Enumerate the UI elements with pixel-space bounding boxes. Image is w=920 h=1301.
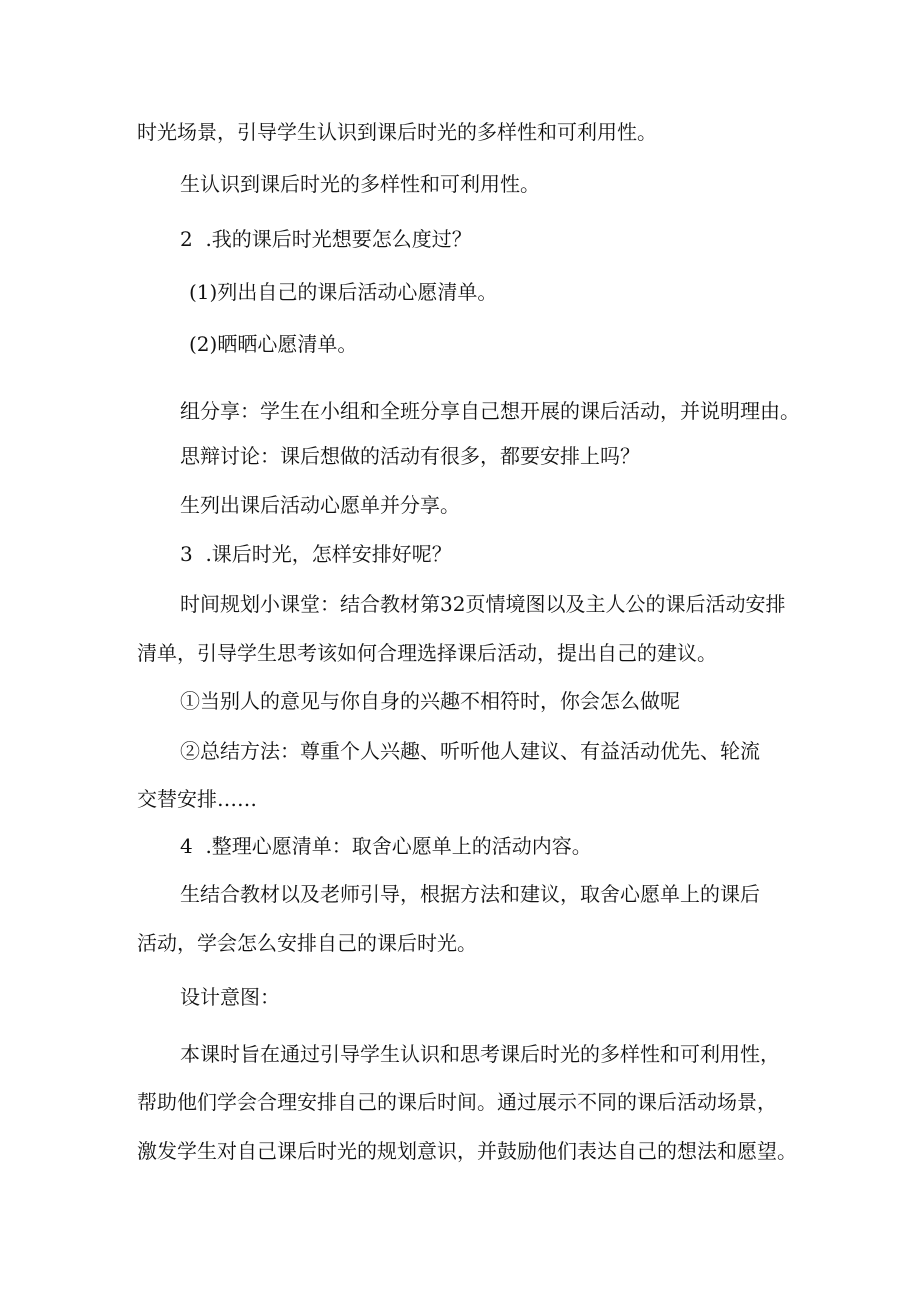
section-heading: 2 .我的课后时光想要怎么度过？ — [180, 227, 472, 251]
paragraph-line: 生结合教材以及老师引导，根据方法和建议，取舍心愿单上的课后 — [180, 882, 760, 906]
paragraph-line: 活动，学会怎么安排自己的课后时光。 — [137, 931, 477, 955]
paragraph-line: 清单，引导学生思考该如何合理选择课后活动，提出自己的建议。 — [137, 641, 717, 665]
section-heading: 3 .课后时光，怎样安排好呢？ — [180, 542, 452, 566]
paragraph-line: 本课时旨在通过引导学生认识和思考课后时光的多样性和可利用性， — [180, 1042, 780, 1066]
list-item: (1)列出自己的课后活动心愿清单。 — [189, 280, 498, 304]
section-heading: 设计意图： — [180, 985, 280, 1009]
paragraph-line: 时间规划小课堂：结合教材第32页情境图以及主人公的课后活动安排 — [180, 592, 786, 616]
paragraph-line: 生列出课后活动心愿单并分享。 — [180, 493, 460, 517]
paragraph-line: 交替安排…… — [137, 787, 257, 811]
list-item: ①当别人的意见与你自身的兴趣不相符时，你会怎么做呢 — [180, 689, 680, 713]
paragraph-line: 组分享：学生在小组和全班分享自己想开展的课后活动，并说明理由。 — [180, 399, 800, 423]
section-heading: 4 .整理心愿清单：取舍心愿单上的活动内容。 — [180, 834, 592, 858]
paragraph-line: 帮助他们学会合理安排自己的课后时间。通过展示不同的课后活动场景， — [137, 1090, 777, 1114]
list-item: ②总结方法：尊重个人兴趣、听听他人建议、有益活动优先、轮流 — [180, 739, 760, 763]
paragraph-line: 时光场景，引导学生认识到课后时光的多样性和可利用性。 — [137, 120, 657, 144]
paragraph-line: 思辩讨论：课后想做的活动有很多，都要安排上吗？ — [180, 444, 640, 468]
paragraph-line: 激发学生对自己课后时光的规划意识，并鼓励他们表达自己的想法和愿望。 — [137, 1139, 797, 1163]
paragraph-line: 生认识到课后时光的多样性和可利用性。 — [180, 172, 540, 196]
list-item: (2)晒晒心愿清单。 — [189, 332, 358, 356]
